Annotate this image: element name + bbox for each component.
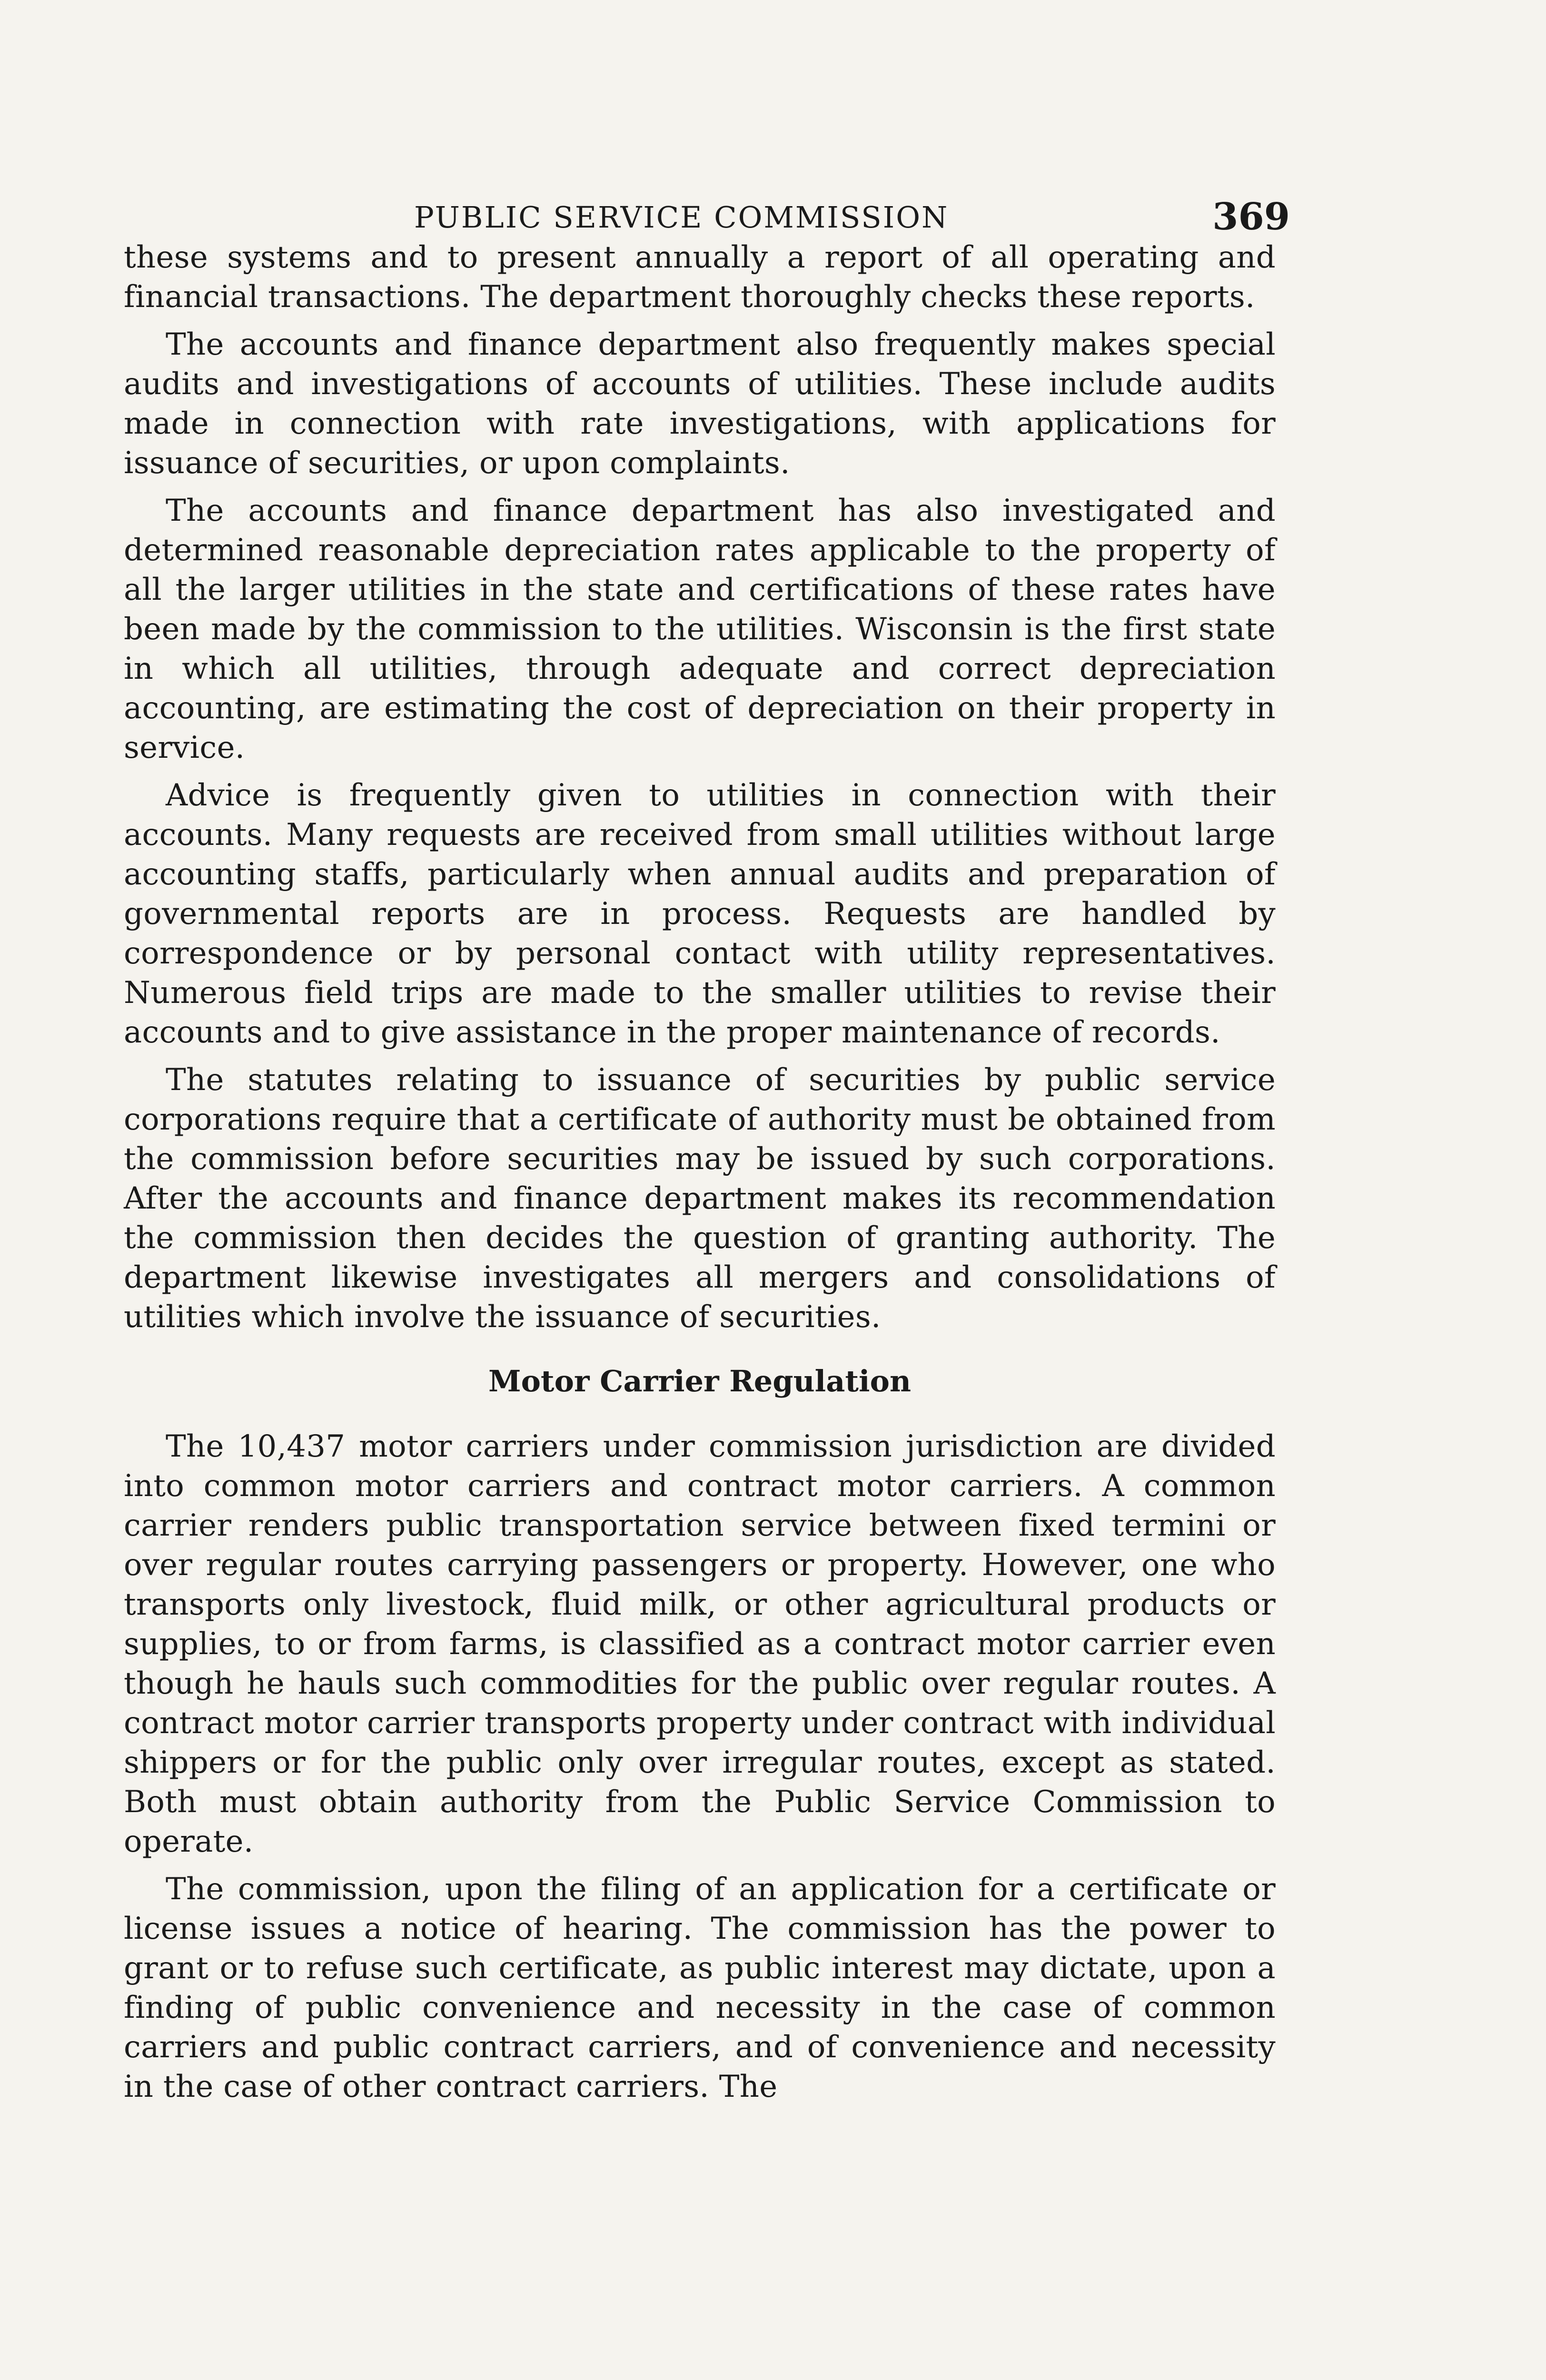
running-header bbox=[124, 181, 1290, 238]
document-page bbox=[124, 181, 1290, 2115]
paragraph: The accounts and finance department has also investigated and determined reasonable depreciation rates applicable to the property of all the larger utilities in the state and certifications of these rates have been made by the commission to the utilities. Wisconsin is the first state in which all utilities, through adequate and correct depreciation accounting, are estimating the cost of depreciation on their property in service. bbox=[124, 493, 1276, 765]
paragraph: The statutes relating to issuance of securities by public service corporations require that a certificate of authority must be obtained from the commission before securities may be issued by such corporations. After the accounts and finance department makes its recommendation the commission then decides the question of granting authority. The department likewise investigates all mergers and consolidations of utilities which involve the issuance of securities. bbox=[124, 1062, 1276, 1335]
paragraph: The accounts and finance department also frequently makes special audits and investigations of accounts of utilities. These include audits made in connection with rate investigations, with applications for issuance of securities, or upon complaints. bbox=[124, 327, 1276, 481]
section-heading: Motor Carrier Regulation bbox=[488, 1364, 912, 1398]
page-number: 369 bbox=[1212, 195, 1290, 238]
paragraph: The commission, upon the filing of an application for a certificate or license issues a notice of hearing. The commission has the power to grant or to refuse such certificate, as public interest may dictate, upon a finding of public convenience and necessity in the case of common carriers and public contract carriers, and of convenience and necessity in the case of other contract carriers. The bbox=[124, 1872, 1276, 2104]
paragraph-continued: these systems and to present annually a report of all operating and financial transactions. The department thoroughly checks these reports. bbox=[124, 240, 1276, 315]
paragraph: The 10,437 motor carriers under commission jurisdiction are divided into common motor carriers and contract motor carriers. A common carrier renders public transportation service between fixed termini or over regular routes carrying passengers or property. However, one who transports only livestock, fluid milk, or other agricultural products or supplies, to or from farms, is classified as a contract motor carrier even though he hauls such commodities for the public over regular routes. A contract motor carrier transports property under contract with individual shippers or for the public only over irregular routes, except as stated. Both must obtain authority from the Public Service Commission to operate. bbox=[124, 1429, 1276, 1859]
running-title: PUBLIC SERVICE COMMISSION bbox=[414, 200, 949, 235]
paragraph: Advice is frequently given to utilities in connection with their accounts. Many requests are received from small utilities without large accounting staffs, particularly when annual audits and preparation of governmental reports are in process. Requests are handled by correspondence or by personal contact with utility representatives. Numerous field trips are made to the smaller utilities to revise their accounts and to give assistance in the proper maintenance of records. bbox=[124, 778, 1276, 1050]
